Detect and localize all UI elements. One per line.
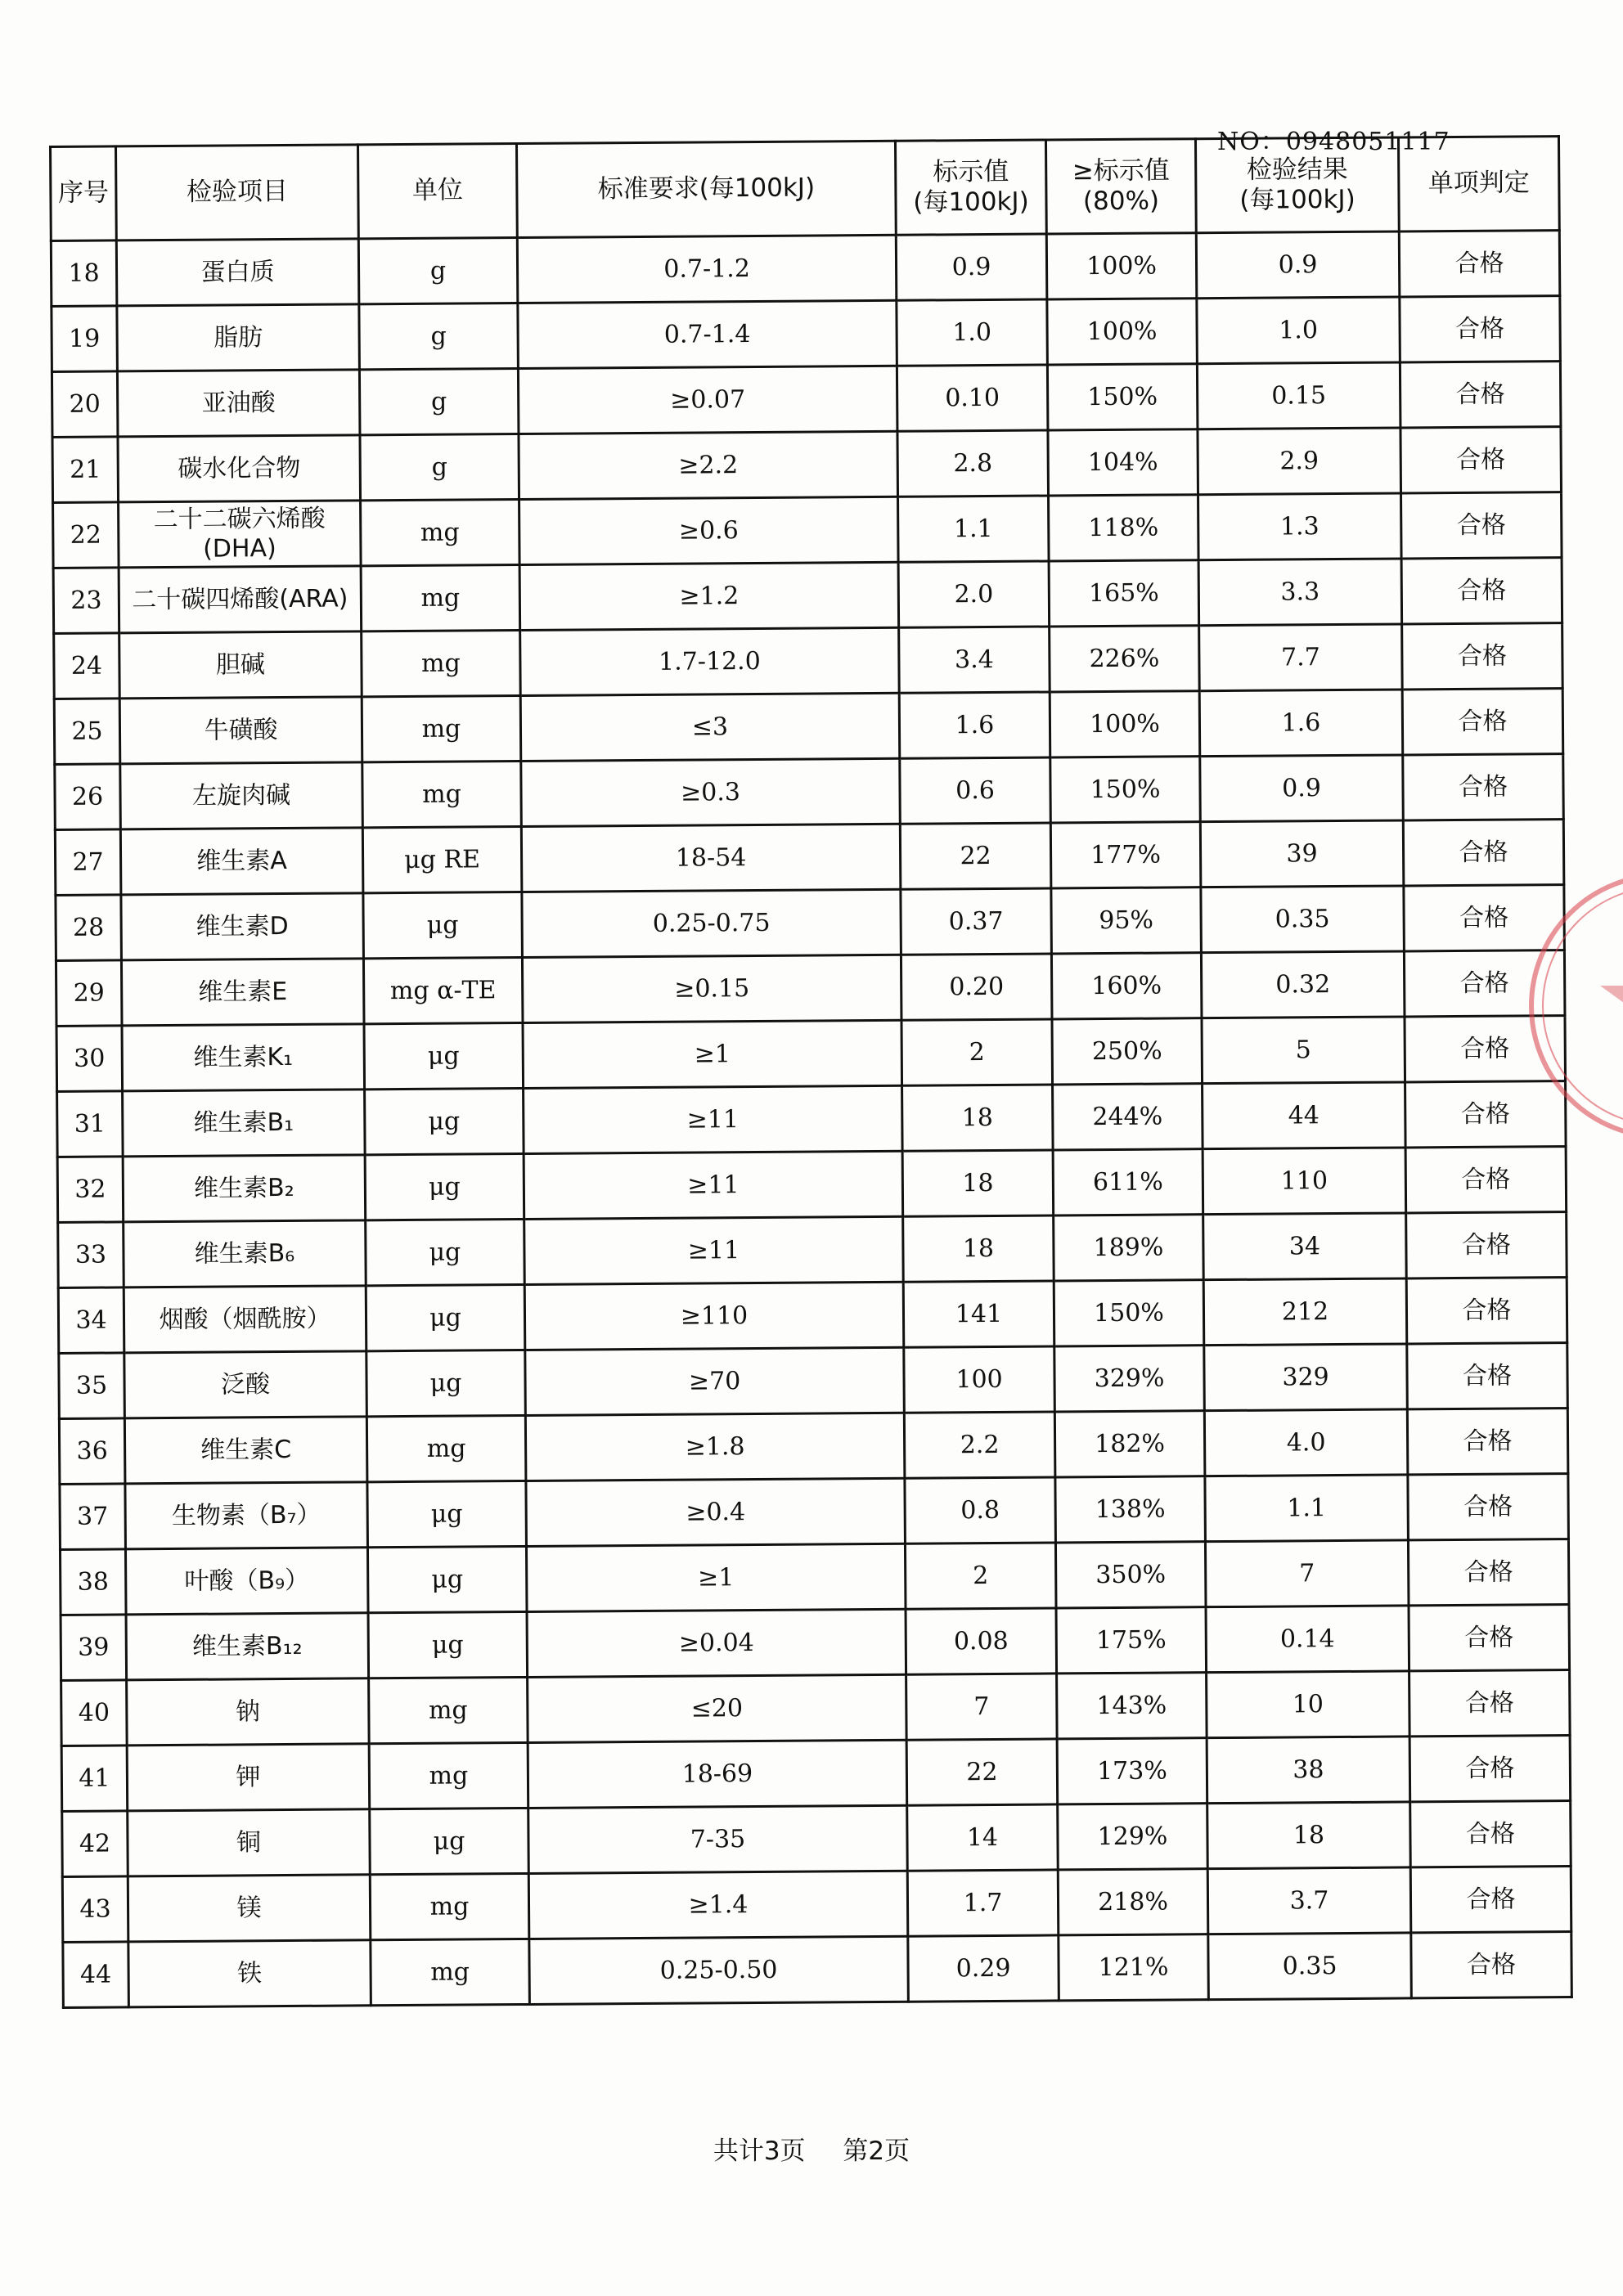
standard-requirement: ≥70 <box>525 1347 905 1415</box>
row-number: 34 <box>58 1287 124 1354</box>
label-value: 1.6 <box>899 692 1050 758</box>
table-row <box>62 1867 1571 1943</box>
label-value: 1.7 <box>907 1870 1059 1936</box>
label-percent: 150% <box>1047 364 1198 430</box>
row-number: 32 <box>57 1157 124 1223</box>
column-header: 单项判定 <box>1398 137 1559 231</box>
test-result: 2.9 <box>1198 428 1401 495</box>
test-result: 0.14 <box>1206 1606 1409 1673</box>
label-value: 2.0 <box>898 561 1050 627</box>
verdict-cell: 合格 <box>1408 1539 1569 1606</box>
unit-cell: mg <box>361 499 520 565</box>
standard-requirement: ≥0.15 <box>522 955 901 1022</box>
verdict-cell: 合格 <box>1406 1212 1567 1278</box>
verdict-cell: 合格 <box>1407 1343 1568 1409</box>
label-value: 2 <box>901 1019 1053 1085</box>
label-value: 14 <box>907 1804 1059 1871</box>
unit-cell: mg <box>371 1939 530 2005</box>
row-number: 37 <box>60 1484 126 1550</box>
table-row <box>52 362 1561 438</box>
test-item: 钾 <box>127 1744 370 1811</box>
label-value: 22 <box>900 823 1051 889</box>
test-result: 10 <box>1207 1671 1410 1738</box>
table-row <box>56 1016 1566 1092</box>
inspection-table <box>49 135 1573 2009</box>
verdict-cell: 合格 <box>1410 1801 1571 1867</box>
table-row <box>59 1343 1568 1419</box>
unit-cell: mg α-TE <box>363 957 523 1023</box>
label-percent: 189% <box>1054 1215 1204 1281</box>
unit-cell: μg <box>370 1808 529 1874</box>
standard-requirement: ≥1 <box>526 1543 906 1611</box>
label-percent: 165% <box>1049 560 1199 627</box>
standard-requirement: ≤3 <box>520 693 900 761</box>
unit-cell: μg RE <box>362 826 522 892</box>
table-row <box>61 1670 1571 1746</box>
test-result: 0.35 <box>1201 886 1405 953</box>
test-result: 329 <box>1204 1344 1408 1411</box>
verdict-cell: 合格 <box>1409 1605 1570 1671</box>
standard-requirement: 0.25-0.50 <box>529 1936 909 2004</box>
table-row <box>53 492 1562 568</box>
label-percent: 244% <box>1053 1084 1203 1150</box>
header-row <box>51 137 1560 241</box>
test-result: 7.7 <box>1199 624 1403 691</box>
standard-requirement: ≥0.07 <box>518 366 897 434</box>
test-result: 39 <box>1200 820 1404 887</box>
test-item: 镁 <box>128 1875 371 1942</box>
table-header <box>51 137 1560 241</box>
row-number: 36 <box>59 1418 125 1485</box>
label-percent: 150% <box>1054 1280 1204 1346</box>
label-percent: 104% <box>1048 429 1198 496</box>
standard-requirement: ≥1.2 <box>519 562 899 630</box>
label-value: 0.10 <box>897 365 1048 431</box>
verdict-cell: 合格 <box>1405 1081 1567 1148</box>
unit-cell: mg <box>369 1677 528 1743</box>
standard-requirement: 7-35 <box>528 1805 908 1873</box>
column-header: 标示值 (每100kJ) <box>895 140 1046 235</box>
standard-requirement: ≥0.3 <box>521 758 901 826</box>
label-percent: 177% <box>1050 822 1201 888</box>
label-value: 22 <box>906 1739 1058 1805</box>
report-number: NO：0948051117 <box>1217 128 1450 156</box>
test-item: 碳水化合物 <box>118 435 361 502</box>
standard-requirement: ≥1.4 <box>528 1871 908 1939</box>
unit-cell: μg <box>366 1284 525 1350</box>
verdict-cell: 合格 <box>1399 231 1560 297</box>
table-row <box>54 623 1563 699</box>
label-value: 0.6 <box>900 757 1051 824</box>
unit-cell: g <box>360 434 519 501</box>
label-value: 18 <box>902 1085 1054 1151</box>
row-number: 26 <box>55 764 121 830</box>
verdict-cell: 合格 <box>1402 689 1563 755</box>
table-row <box>63 1932 1572 2008</box>
test-item: 左旋肉碱 <box>120 762 363 829</box>
label-percent: 118% <box>1049 495 1199 561</box>
row-number: 24 <box>54 633 120 699</box>
unit-cell: μg <box>365 1088 524 1154</box>
label-value: 18 <box>903 1215 1054 1282</box>
table-row <box>61 1736 1571 1812</box>
verdict-cell: 合格 <box>1403 820 1564 886</box>
test-item: 维生素B₁ <box>123 1090 366 1157</box>
row-number: 42 <box>62 1811 128 1877</box>
label-percent: 218% <box>1058 1869 1208 1935</box>
test-result: 1.1 <box>1205 1475 1409 1542</box>
row-number: 19 <box>52 306 118 372</box>
row-number: 44 <box>63 1942 129 2008</box>
table-row <box>56 885 1565 961</box>
test-item: 铁 <box>128 1940 371 2007</box>
label-percent: 350% <box>1055 1542 1206 1608</box>
standard-requirement: ≥11 <box>524 1151 903 1219</box>
row-number: 43 <box>62 1876 128 1943</box>
test-result: 34 <box>1203 1213 1407 1280</box>
verdict-cell: 合格 <box>1406 1278 1567 1344</box>
unit-cell: mg <box>369 1742 528 1808</box>
row-number: 29 <box>56 960 122 1027</box>
label-percent: 250% <box>1052 1018 1203 1085</box>
table-row <box>52 296 1561 372</box>
unit-cell: μg <box>364 1022 524 1089</box>
unit-cell: μg <box>368 1611 528 1678</box>
test-item: 二十碳四烯酸(ARA) <box>119 566 362 633</box>
label-percent: 611% <box>1053 1149 1203 1215</box>
test-result: 38 <box>1207 1737 1410 1804</box>
label-percent: 138% <box>1055 1476 1206 1543</box>
test-item: 蛋白质 <box>116 239 359 306</box>
standard-requirement: 0.7-1.2 <box>517 235 897 303</box>
standard-requirement: ≥11 <box>524 1216 904 1284</box>
label-percent: 121% <box>1059 1934 1209 2001</box>
table-row <box>57 1081 1567 1157</box>
unit-cell: mg <box>370 1873 529 1939</box>
table-row <box>60 1539 1569 1615</box>
label-value: 2 <box>905 1543 1056 1609</box>
standard-requirement: ≥110 <box>524 1282 904 1350</box>
test-result: 0.15 <box>1197 362 1400 429</box>
label-value: 0.20 <box>901 954 1052 1020</box>
test-item: 铜 <box>128 1809 371 1876</box>
verdict-cell: 合格 <box>1411 1932 1572 1998</box>
label-percent: 160% <box>1051 953 1202 1019</box>
label-value: 2.8 <box>897 430 1049 496</box>
test-item: 维生素D <box>121 893 364 960</box>
test-item: 胆碱 <box>119 631 362 699</box>
total-pages: 共计3页 <box>713 2136 806 2166</box>
label-percent: 129% <box>1058 1804 1208 1870</box>
standard-requirement: ≤20 <box>528 1674 907 1742</box>
test-result: 1.0 <box>1197 297 1400 364</box>
verdict-cell: 合格 <box>1403 754 1564 820</box>
test-item: 二十二碳六烯酸 (DHA) <box>119 501 362 568</box>
label-percent: 95% <box>1051 887 1202 954</box>
test-item: 维生素E <box>121 959 364 1026</box>
unit-cell: mg <box>366 1415 526 1481</box>
table-row <box>52 427 1562 503</box>
standard-requirement: ≥0.4 <box>526 1478 906 1546</box>
label-value: 0.08 <box>906 1608 1057 1674</box>
unit-cell: mg <box>362 630 521 696</box>
test-result: 110 <box>1203 1148 1406 1215</box>
row-number: 21 <box>52 437 119 503</box>
test-item: 维生素B₁₂ <box>126 1613 369 1680</box>
standard-requirement: 18-69 <box>528 1740 907 1808</box>
test-item: 维生素A <box>120 828 363 895</box>
row-number: 41 <box>61 1746 128 1812</box>
test-result: 5 <box>1202 1017 1405 1084</box>
standard-requirement: ≥1.8 <box>525 1413 905 1480</box>
test-item: 生物素（B₇） <box>125 1482 368 1549</box>
test-result: 1.6 <box>1199 690 1403 757</box>
test-item: 脂肪 <box>117 304 360 371</box>
verdict-cell: 合格 <box>1404 885 1565 951</box>
row-number: 23 <box>53 568 119 634</box>
verdict-cell: 合格 <box>1401 558 1562 624</box>
standard-requirement: 0.25-0.75 <box>522 889 901 957</box>
test-result: 0.9 <box>1200 755 1404 822</box>
label-percent: 143% <box>1057 1673 1207 1739</box>
page-footer <box>0 2130 1623 2167</box>
unit-cell: μg <box>365 1153 524 1220</box>
row-number: 25 <box>54 699 120 765</box>
test-result: 0.32 <box>1201 951 1405 1018</box>
standard-requirement: ≥1 <box>523 1020 902 1088</box>
label-value: 2.2 <box>904 1412 1055 1478</box>
row-number: 18 <box>51 240 117 307</box>
table-row <box>54 689 1563 765</box>
verdict-cell: 合格 <box>1405 1147 1567 1213</box>
table-row <box>51 231 1560 307</box>
unit-cell: mg <box>361 564 520 631</box>
verdict-cell: 合格 <box>1409 1736 1571 1802</box>
unit-cell: mg <box>362 761 522 827</box>
verdict-cell: 合格 <box>1404 950 1565 1017</box>
test-result: 4.0 <box>1204 1409 1408 1476</box>
unit-cell: g <box>359 369 519 435</box>
label-value: 7 <box>906 1674 1058 1740</box>
label-value: 0.9 <box>896 234 1047 300</box>
unit-cell: μg <box>366 1219 525 1285</box>
unit-cell: μg <box>367 1546 527 1612</box>
label-value: 141 <box>903 1281 1054 1347</box>
unit-cell: g <box>358 238 518 304</box>
test-result: 0.35 <box>1208 1933 1412 2000</box>
row-number: 22 <box>53 502 119 568</box>
verdict-cell: 合格 <box>1407 1409 1568 1475</box>
test-item: 烟酸（烟酰胺） <box>124 1286 366 1353</box>
table-row <box>61 1605 1570 1681</box>
verdict-cell: 合格 <box>1410 1867 1571 1933</box>
test-result: 212 <box>1203 1278 1407 1346</box>
test-result: 3.7 <box>1207 1867 1411 1934</box>
test-item: 维生素K₁ <box>122 1024 365 1091</box>
column-header: 检验项目 <box>116 145 359 240</box>
column-header: 标准要求(每100kJ) <box>516 141 896 237</box>
label-value: 18 <box>902 1150 1054 1216</box>
row-number: 28 <box>56 895 122 961</box>
row-number: 31 <box>57 1091 124 1157</box>
column-header: 序号 <box>51 146 117 241</box>
unit-cell: μg <box>366 1350 526 1416</box>
label-value: 0.8 <box>905 1477 1056 1543</box>
verdict-cell: 合格 <box>1408 1474 1569 1540</box>
table-row <box>59 1409 1568 1485</box>
test-result: 18 <box>1207 1802 1411 1869</box>
label-value: 0.37 <box>901 888 1052 955</box>
row-number: 40 <box>61 1680 128 1746</box>
verdict-cell: 合格 <box>1409 1670 1571 1737</box>
row-number: 30 <box>56 1026 123 1092</box>
row-number: 39 <box>61 1615 127 1681</box>
label-value: 1.1 <box>898 496 1050 562</box>
test-result: 0.9 <box>1196 231 1400 299</box>
row-number: 38 <box>60 1549 126 1615</box>
label-value: 3.4 <box>899 627 1050 693</box>
label-percent: 173% <box>1057 1738 1207 1804</box>
table-row <box>56 950 1565 1027</box>
test-item: 叶酸（B₉） <box>125 1548 368 1615</box>
row-number: 35 <box>59 1353 125 1419</box>
standard-requirement: ≥2.2 <box>519 431 898 499</box>
table-row <box>57 1147 1567 1223</box>
label-value: 1.0 <box>897 299 1048 366</box>
row-number: 27 <box>55 829 121 896</box>
column-header: 检验结果 (每100kJ) <box>1195 137 1399 233</box>
standard-requirement: ≥0.6 <box>519 496 899 564</box>
label-percent: 182% <box>1054 1411 1205 1477</box>
table-row <box>58 1212 1567 1288</box>
table-row <box>60 1474 1569 1550</box>
column-header: 单位 <box>358 144 518 239</box>
label-percent: 226% <box>1050 626 1200 692</box>
standard-requirement: 18-54 <box>521 824 901 892</box>
test-item: 钠 <box>127 1678 370 1746</box>
test-item: 泛酸 <box>124 1351 367 1418</box>
standard-requirement: ≥0.04 <box>527 1609 906 1677</box>
label-percent: 150% <box>1050 757 1201 823</box>
table-row <box>55 820 1564 896</box>
label-percent: 175% <box>1056 1607 1207 1674</box>
label-percent: 329% <box>1054 1346 1205 1412</box>
test-item: 维生素C <box>124 1417 367 1484</box>
test-item: 牛磺酸 <box>119 697 362 764</box>
standard-requirement: 1.7-12.0 <box>520 627 900 695</box>
test-result: 7 <box>1205 1540 1409 1607</box>
red-seal-stamp <box>1523 851 1623 1170</box>
table-body <box>51 231 1571 2008</box>
table-row <box>58 1278 1567 1354</box>
test-result: 3.3 <box>1198 559 1402 626</box>
verdict-cell: 合格 <box>1405 1016 1566 1082</box>
table-row <box>53 558 1562 634</box>
test-item: 亚油酸 <box>117 370 360 437</box>
unit-cell: μg <box>363 892 523 958</box>
test-result: 44 <box>1203 1082 1406 1149</box>
row-number: 33 <box>58 1222 124 1288</box>
standard-requirement: ≥11 <box>524 1085 903 1153</box>
label-percent: 100% <box>1046 233 1197 299</box>
table-row <box>55 754 1564 830</box>
unit-cell: μg <box>367 1480 527 1547</box>
unit-cell: mg <box>362 695 521 762</box>
column-header: ≥标示值 (80%) <box>1045 139 1196 234</box>
verdict-cell: 合格 <box>1401 492 1562 559</box>
label-value: 0.29 <box>908 1935 1059 2002</box>
test-result: 1.3 <box>1198 493 1402 560</box>
label-percent: 100% <box>1050 691 1200 757</box>
row-number: 20 <box>52 371 118 438</box>
current-page: 第2页 <box>843 2136 910 2166</box>
verdict-cell: 合格 <box>1402 623 1563 690</box>
table-row <box>62 1801 1571 1877</box>
test-item: 维生素B₆ <box>124 1220 366 1287</box>
unit-cell: g <box>359 303 519 370</box>
label-percent: 100% <box>1047 299 1198 365</box>
verdict-cell: 合格 <box>1400 427 1562 493</box>
verdict-cell: 合格 <box>1400 362 1561 428</box>
test-item: 维生素B₂ <box>123 1155 366 1222</box>
verdict-cell: 合格 <box>1400 296 1561 362</box>
label-value: 100 <box>904 1346 1055 1413</box>
standard-requirement: 0.7-1.4 <box>518 300 897 368</box>
